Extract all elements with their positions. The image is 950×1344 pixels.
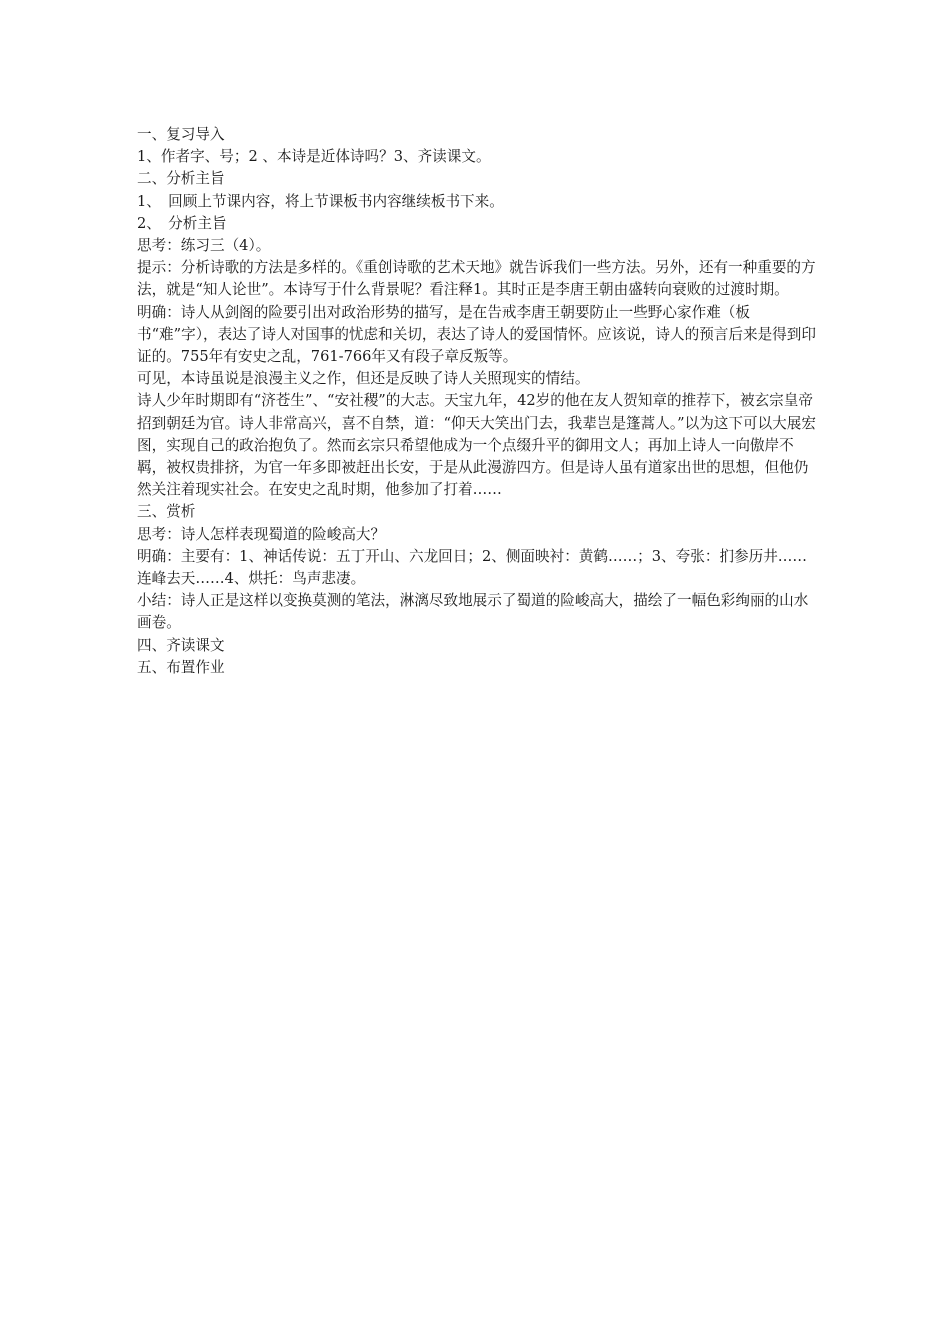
section-heading-review: 一、复习导入 bbox=[137, 126, 225, 143]
section-heading-homework: 五、布置作业 bbox=[137, 658, 225, 676]
think-question-1: 思考：练习三（4）。 bbox=[137, 237, 271, 255]
summary-paragraph: 小结：诗人正是这样以变换莫测的笔法，淋漓尽致地展示了蜀道的险峻高大，描绘了一幅色彩绚丽的山水画卷。 bbox=[137, 592, 809, 632]
theme-step-1: 1、 回顾上节课内容，将上节课板书内容继续板书下来。 bbox=[137, 192, 504, 210]
conclusion-sentence: 可见，本诗虽说是浪漫主义之作，但还是反映了诗人关照现实的情结。 bbox=[137, 370, 590, 388]
section-heading-read-aloud: 四、齐读课文 bbox=[137, 636, 225, 654]
clarify-paragraph-1: 明确：诗人从剑阁的险要引出对政治形势的描写，是在告戒李唐王朝要防止一些野心家作难（板书“难”字），表达了诗人对国事的忧虑和关切，表达了诗人的爱国情怀。应该说，诗人的预言后来是得到印证的。755年有安史之乱，761-766年又有段子章反叛等。 bbox=[137, 303, 816, 366]
clarify-paragraph-2: 明确：主要有：1、神话传说：五丁开山、六龙回日；2、侧面映衬：黄鹤……；3、夸张：扪参历井……连峰去天……4、烘托：鸟声悲凄。 bbox=[137, 547, 807, 588]
section-heading-theme: 二、分析主旨 bbox=[137, 170, 225, 188]
background-paragraph: 诗人少年时期即有“济苍生”、“安社稷”的大志。天宝九年，42岁的他在友人贺知章的推荐下，被玄宗皇帝招到朝廷为官。诗人非常高兴，喜不自禁，道：“仰天大笑出门去，我辈岂是篷蒿人。”以为这下可以大展宏图，实现自己的政治抱负了。然而玄宗只希望他成为一个点缀升平的御用文人；再加上诗人一向傲岸不羁，被权贵排挤，为官一年多即被赶出长安，于是从此漫游四方。但是诗人虽有道家出世的思想，但他仍然关注着现实社会。在安史之乱时期，他参加了打着…… bbox=[137, 392, 816, 499]
document-body bbox=[137, 124, 817, 679]
hint-paragraph: 提示：分析诗歌的方法是多样的。《重创诗歌的艺术天地》就告诉我们一些方法。另外，还有一种重要的方法，就是“知人论世”。本诗写于什么背景呢？看注释1。其时正是李唐王朝由盛转向衰败的过渡时期。 bbox=[137, 259, 816, 299]
review-items: 1、作者字、号；2 、本诗是近体诗吗？3、齐读课文。 bbox=[137, 148, 491, 166]
think-question-2: 思考：诗人怎样表现蜀道的险峻高大？ bbox=[137, 525, 386, 543]
theme-step-2: 2、 分析主旨 bbox=[137, 214, 227, 232]
section-heading-appreciation: 三、赏析 bbox=[137, 503, 196, 521]
